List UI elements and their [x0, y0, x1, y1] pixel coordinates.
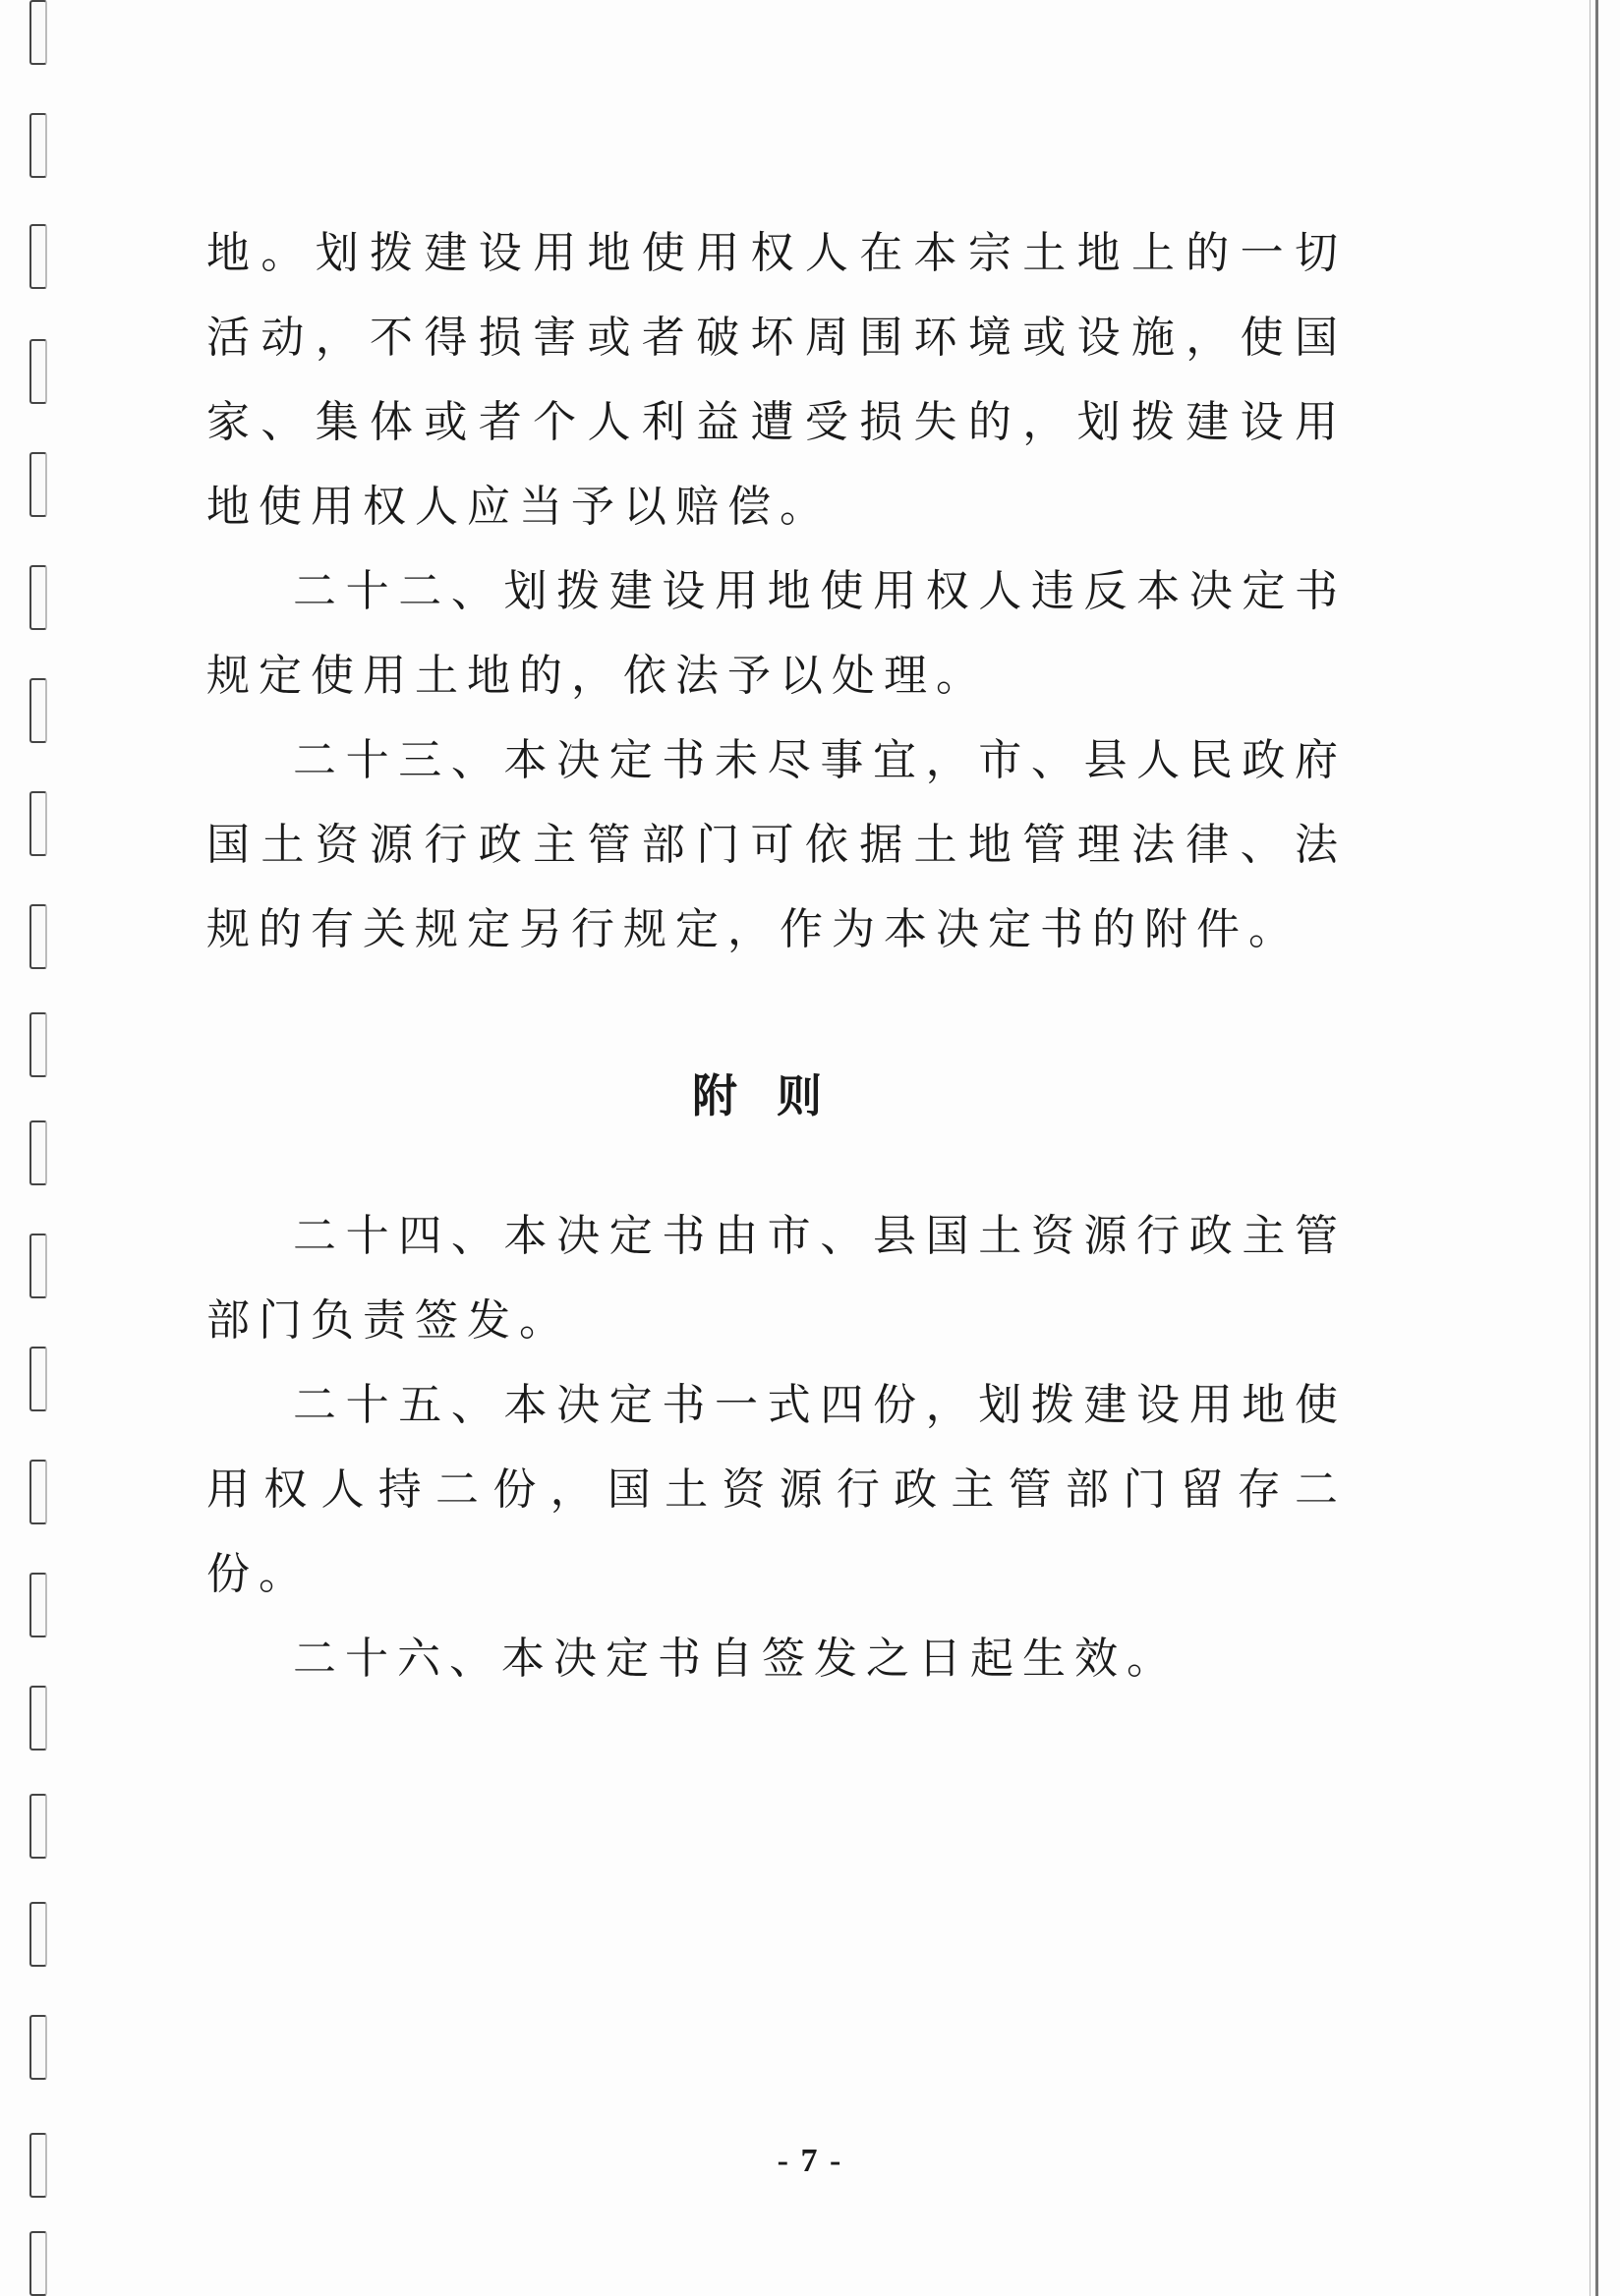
paragraph-continuation: 地。划拨建设用地使用权人在本宗土地上的一切活动，不得损害或者破坏周围环境或设施，使国家、集体或者个人利益遭受损失的，划拨建设用地使用权人应当予以赔偿。: [206, 228, 1347, 532]
binding-hole: [29, 1234, 47, 1298]
binding-hole: [29, 1902, 47, 1967]
binding-hole: [29, 904, 47, 969]
binding-hole: [29, 1794, 47, 1859]
binding-hole: [29, 1686, 47, 1751]
binding-hole: [29, 113, 47, 178]
page-number: - 7 -: [777, 2143, 843, 2179]
binding-hole: [29, 1012, 47, 1077]
paragraph-clause-23: 二十三、本决定书未尽事宜，市、县人民政府国土资源行政主管部门可依据土地管理法律、法规的有关规定另行规定，作为本决定书的附件。: [206, 735, 1347, 954]
document-body: [206, 211, 1347, 1701]
binding-hole: [29, 678, 47, 743]
scan-edge-line: [1590, 0, 1591, 2296]
binding-hole: [29, 339, 47, 404]
binding-hole: [29, 1120, 47, 1185]
binding-hole: [29, 0, 47, 65]
binding-hole: [29, 1573, 47, 1637]
scan-edge-line: [1595, 0, 1598, 2296]
binding-hole: [29, 2231, 47, 2296]
binding-hole: [29, 452, 47, 517]
binding-holes: [22, 0, 61, 2296]
paragraph-clause-25: 二十五、本决定书一式四份，划拨建设用地使用权人持二份，国土资源行政主管部门留存二份。: [206, 1380, 1347, 1599]
paragraph-clause-24: 二十四、本决定书由市、县国土资源行政主管部门负责签发。: [206, 1211, 1347, 1346]
binding-hole: [29, 224, 47, 289]
paragraph-clause-26: 二十六、本决定书自签发之日起生效。: [293, 1634, 1179, 1684]
binding-hole: [29, 2015, 47, 2080]
binding-hole: [29, 1460, 47, 1524]
binding-hole: [29, 565, 47, 630]
binding-hole: [29, 1347, 47, 1411]
binding-hole: [29, 791, 47, 856]
section-heading: 附则: [692, 1069, 861, 1122]
paragraph-clause-22: 二十二、划拨建设用地使用权人违反本决定书规定使用土地的，依法予以处理。: [206, 566, 1347, 701]
